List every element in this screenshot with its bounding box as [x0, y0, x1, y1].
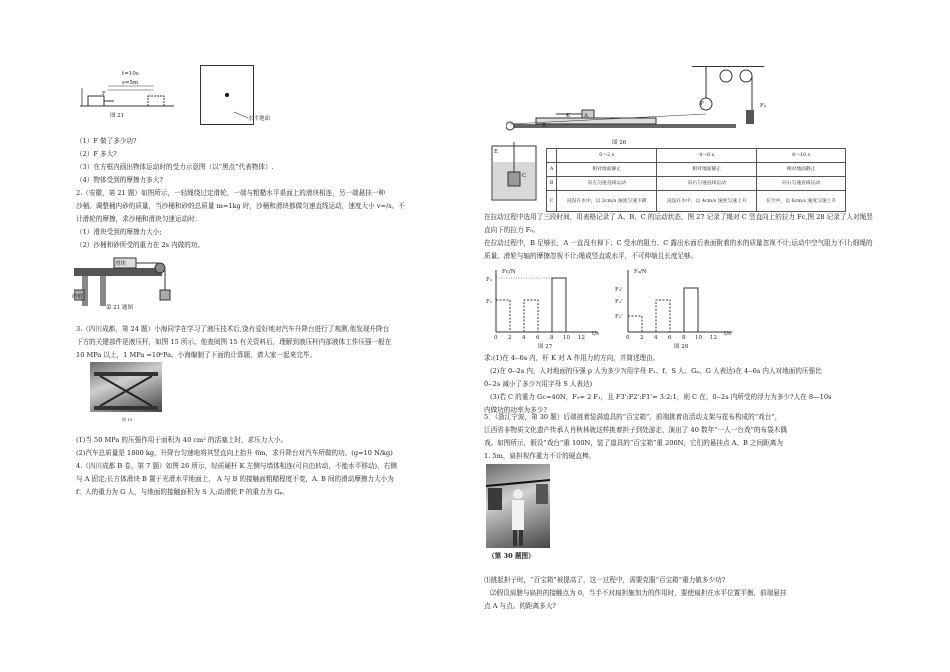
q3-line: 3.（四川成都，第 24 题）小海同学在学习了液压技术后,饶有爱好地对汽车升降台进行了观测.他发现升降台 [76, 325, 390, 333]
fig27-xtick: 4 [522, 335, 526, 341]
q2-block-label: 滑块 [115, 261, 127, 267]
q4-part-line: 求:(1)在 4--6s 内，杆 K 对 A 作用力的方向，并简述理由。 [484, 354, 660, 362]
table-header-cell: 0～2 s [557, 149, 657, 163]
label-P: P [700, 101, 704, 107]
q2-line: 2.（安徽，第 21 题）如图所示，一轻绳绕过定滑轮，一端与粗糙水平桌面上的滑块相连，另一端悬挂一种 [76, 189, 385, 197]
fig27-caption: 图 27 [538, 344, 553, 350]
q4-part-line: (2)在 0--2s 内，人对地面的压强 p 人为多少?(用字母 F₁、f、S 人、Gₚ、G 人表达)在 4--6s 内人对地面的压强比 [490, 367, 822, 375]
table-cell: 在空中，以 6cm/s 速度匀速上升 [757, 191, 846, 212]
fig28-xtick: 4 [654, 335, 658, 341]
label-A: A [584, 113, 588, 119]
label-B: B [542, 123, 547, 129]
table-row [547, 163, 846, 177]
fig27-xtick: 10 [563, 335, 570, 341]
fig28-xtick: 12 [710, 335, 717, 341]
table-cell: C [547, 191, 557, 212]
table-header-cell [547, 149, 557, 163]
label-K: K [566, 113, 571, 119]
fig27-ylabel: Fc/N [502, 269, 516, 275]
fig28-xtick: 10 [695, 335, 702, 341]
performer-sketch [486, 464, 550, 548]
q5-line: 5．（浙江宁波，第 30 题）后端挑着装满道具的“百宝箱”，前端挑着由活动支架与花布构成的“戏台”， [484, 413, 782, 421]
paragraph-1: 在拉动过程中选用了三段时间，用表格记录了 A、B、C 的运动状态，图 27 记录了绳对 C 竖直向上的拉力 Fc,图 28 记录了人对绳竖直向下的拉力 F₀。 [484, 213, 873, 234]
fig28-ylabel: F₀/N [634, 269, 647, 275]
table-cell: A [547, 163, 557, 177]
fig27-xtick: 12 [578, 335, 585, 341]
q2-line: 计滑轮的摩擦，求沙桶和滑块匀速运动时： [76, 215, 202, 223]
fig26-caption: 图 26 [612, 140, 627, 146]
table-cell: 浸没在水中，以 4cm/s 速度匀速上升 [657, 191, 757, 212]
fig27-xtick: 2 [508, 335, 512, 341]
table-cell: 向左匀速直线运动 [557, 177, 657, 191]
fig21-force-label: F [102, 91, 106, 97]
table-header-cell: 8～10 s [757, 149, 846, 163]
q4-part-line: 0--2s 减小了多少?(用字母 S 人表达) [484, 380, 593, 388]
q1-line: （3）在方框内画出物体运动时的受力示意图（以“黑点”代表物体）. [76, 163, 274, 171]
q5-line: 江西省非物质文化遗产传承人肖秋林就这样挑着担子到处游走，演出了 40 数年“一人一台戏”的布袋木偶 [484, 426, 787, 434]
question-2 [76, 187, 405, 252]
question-3 [76, 323, 391, 362]
q2-line: （1）滑块受到的摩擦力大小; [76, 228, 162, 236]
paragraph-2: 在拉动过程中，B 足够长，A 一直没有掉下；C 受水的阻力、C 露出水面后表面附着的水的质量忽视不计;运动中空气阻力不计;细绳的质量、滑轮与轴的摩擦忽视不计;绳或竖直或水平，不可伸缩且长度足够。 [484, 239, 873, 260]
fig21-time-label: t=10s [122, 71, 139, 77]
q3-line: 10 MPa 以上，1 MPa =10⁶Pa。小海编制了下面的计算题，请大家一起来完毕。 [76, 351, 317, 359]
q4-line: 4.（四川成都 B 卷，第 7 题）如图 26 所示，轻质硬杆 K 左侧与墙体相连(可自由转动，不能水平移动)，右侧 [76, 462, 397, 470]
fig28-ytick: F₃' [615, 287, 623, 293]
fig30-caption: （第 30 题图） [488, 552, 535, 560]
table-cell: 相对地面静止 [657, 163, 757, 177]
performer-photo [486, 464, 550, 548]
fig21-distance-label: s=5m [122, 80, 139, 86]
q1-line: （1）F 做了多少功? [76, 137, 137, 145]
fig28-xtick: 0 [626, 335, 630, 341]
label-F0: F₀ [760, 103, 767, 109]
table-row [547, 191, 846, 212]
table-cell: 向右匀速直线运动 [657, 177, 757, 191]
question-1-parts [76, 135, 274, 187]
ground-label: 水平地面 [248, 116, 271, 122]
car-lift-photo [90, 362, 162, 412]
fig15-caption: 图 15 [122, 417, 133, 422]
question-3-subparts [76, 434, 393, 460]
fig28-caption: 图 28 [674, 344, 689, 350]
table-row [547, 177, 846, 191]
object-dot [225, 93, 229, 97]
q5-sub-line: ⑴挑起担子时，“百宝箱”被提高了，这一过程中，需要克服“百宝箱”重力做多少功? [484, 576, 726, 584]
table-header-cell: 4～6 s [657, 149, 757, 163]
fig27-xtick: 0 [494, 335, 498, 341]
fig27-xtick: 8 [550, 335, 554, 341]
label-E: E [494, 149, 499, 155]
fig28-xlabel: t/s [724, 331, 731, 337]
fig27-ytick: F₂ [486, 277, 493, 283]
scissor-lift-sketch [90, 362, 162, 412]
q4-part-line: (3)若 C 的重力 Gc=40N，F₃= 2 F₁，且 F3':F2':F1'= 3:2:1，则 C 在，0--2s 内所受的浮力为多少?人在 8—10s [490, 393, 832, 401]
q5-sub-line: ⑵假设肩膀与扁担的接触点为 0，当手不对扁担施加力的作用时，要使扁担在水平位置平衡，前端悬挂 [490, 589, 787, 597]
table-cell: B [547, 177, 557, 191]
q2-figure-caption: 第 21 题图 [106, 305, 133, 311]
table-cell: 相对地面静止 [557, 163, 657, 177]
question-4 [76, 460, 397, 499]
table-header-row [547, 149, 846, 163]
q2-line: 沙桶。调整桶内砂的质量，当沙桶和砂的总质量 m=1kg 时，沙桶和滑块都做匀速直线运动，速度大小 v=/s。不 [76, 202, 405, 210]
fig21-caption: 图 21 [110, 113, 125, 119]
question-4-parts [484, 352, 831, 417]
fig28-xtick: 6 [668, 335, 672, 341]
q1-line: （2）F 多大? [76, 150, 117, 158]
q3-line: 下方的关键部件是液压杆，如图 15 所示。他查阅图 15 有关资料后，理解到液压杆内部液体工作压强一般在 [76, 338, 392, 346]
fig27-xtick: 6 [536, 335, 540, 341]
table-cell: 向右匀速直线运动 [757, 177, 846, 191]
q2-line: （2）沙桶和砂所受的重力在 2s 内做的功。 [76, 241, 205, 249]
q3-sub-line: (1)当 50 MPa 的压强作用于面积为 40 cm² 的活塞上时，求压力大小。 [76, 436, 288, 444]
q5-line: 戏。如图所示，假设“戏台”重 100N，装了道具的“百宝箱”重 200N，它们的悬挂点 A、B 之间距离为 [484, 439, 783, 447]
q4-line: f；人的重力为 G 人，与地面的接触面积为 S 人;动滑轮 P 的重力为 Gₚ。 [76, 488, 289, 496]
motion-state-table [546, 148, 846, 212]
fig28-xtick: 8 [682, 335, 686, 341]
q1-line: （4）物体受到的摩擦力多大? [76, 176, 163, 184]
fig27-xlabel: t/s [592, 331, 599, 337]
table-cell: 浸没在水中，以 2cm/s 速度匀速下降 [557, 191, 657, 212]
question-5-subparts [484, 574, 786, 613]
fig28-xtick: 2 [640, 335, 644, 341]
q5-line: 1. 5m，扁担视作重力不计的硬直棒。 [484, 452, 596, 460]
table-cell: 相对地面静止 [757, 163, 846, 177]
q4-part-line: 内做功的功率为多少? [484, 406, 547, 414]
question-5 [484, 411, 787, 463]
q4-line: 与 A 固定;长方体滑块 B 置于光滑水平地面上， A 与 B 的接触面粗糙程度不变，A. B 间的滑动摩擦力大小为 [76, 475, 394, 483]
q2-bucket-label: 砂桶 [72, 294, 84, 300]
fig28-ytick: F₁' [615, 314, 623, 320]
q3-sub-line: (2)汽车总质量是 1800 kg，升降台匀速地将其竖直向上抬升 6m，求升降台对汽车所做的功。(g=10 N/kg) [76, 449, 393, 457]
q5-sub-line: 点 A 与点。的距离多大? [484, 602, 556, 610]
fig28-ytick: F₂' [615, 299, 623, 305]
label-C: C [522, 173, 527, 179]
fig27-ytick: F₁ [486, 299, 493, 305]
